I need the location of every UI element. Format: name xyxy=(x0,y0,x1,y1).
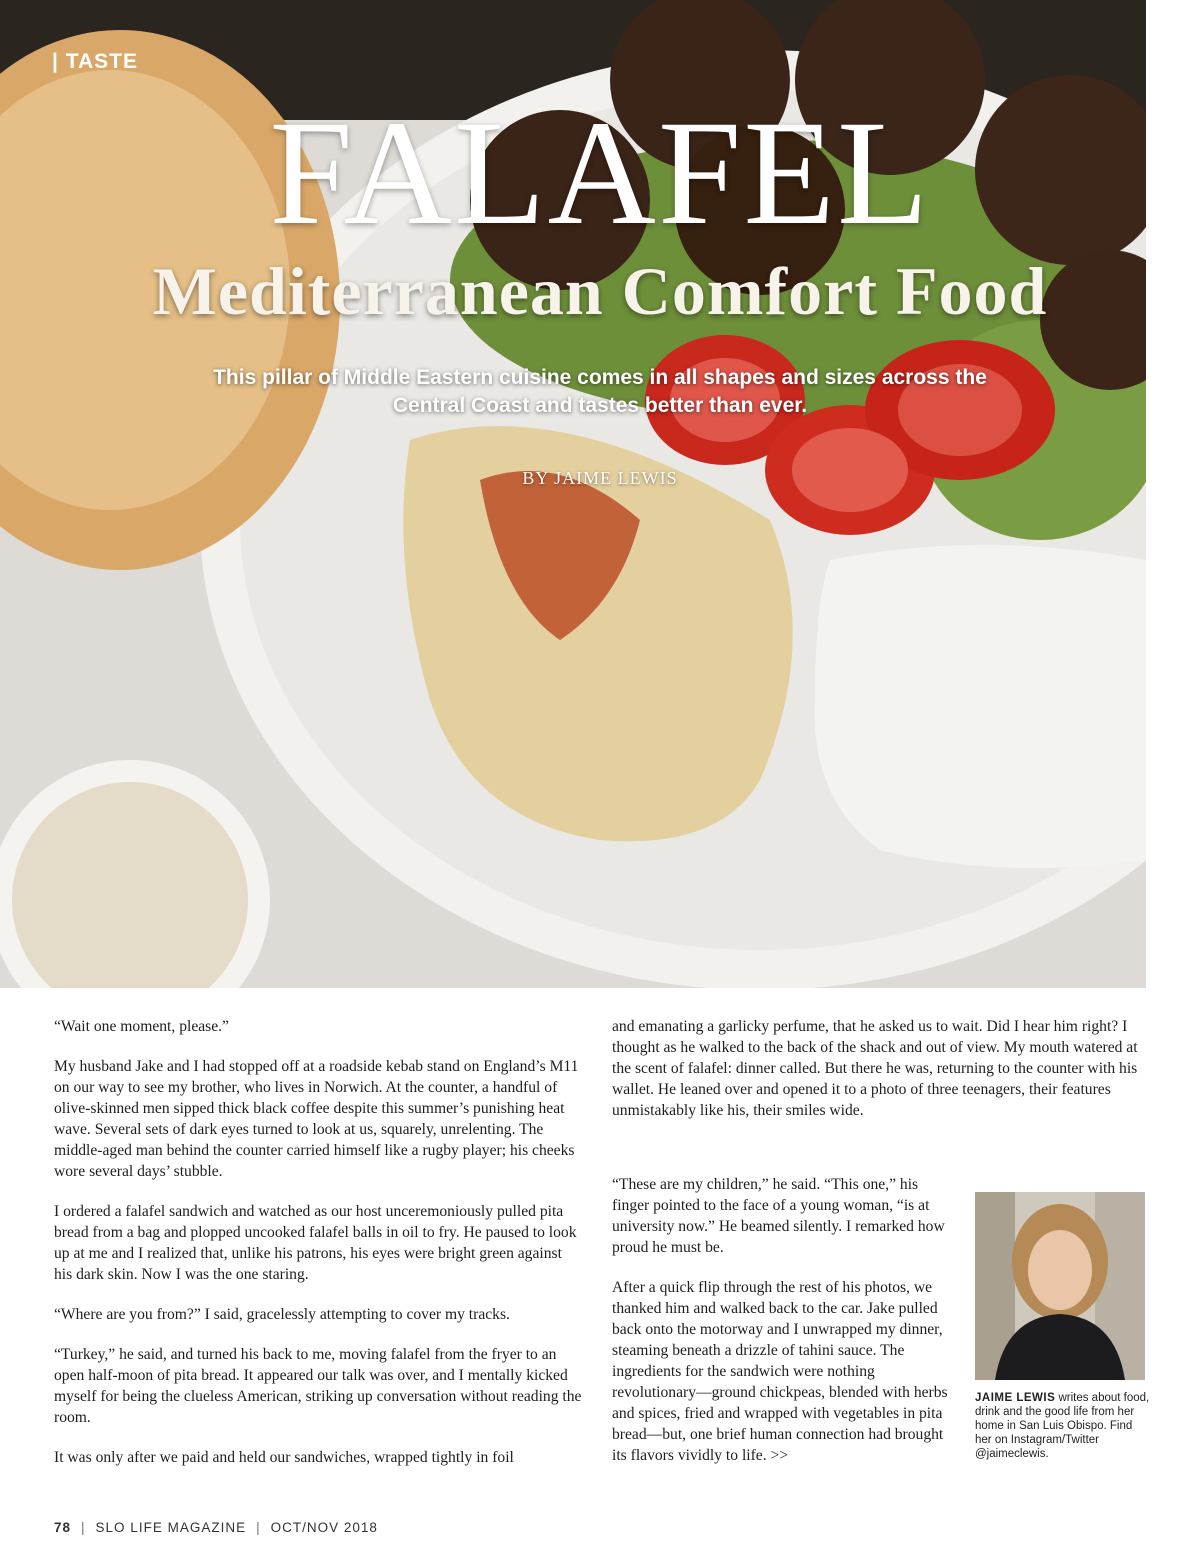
paragraph: “Wait one moment, please.” xyxy=(54,1018,229,1035)
issue-date: OCT/NOV 2018 xyxy=(270,1520,378,1535)
subheadline: Mediterranean Comfort Food xyxy=(152,253,1048,329)
author-bio xyxy=(975,1391,1151,1461)
author-portrait-image xyxy=(975,1192,1145,1380)
footer-divider: | xyxy=(81,1520,86,1535)
byline: BY JAIME LEWIS xyxy=(522,468,678,488)
footer-divider: | xyxy=(256,1520,261,1535)
body-column-right-bottom xyxy=(612,1174,950,1485)
paragraph: After a quick flip through the rest of his photos, we thanked him and walked back to the car. Jake pulled back onto the motorway and I unwrapped my dinner, steaming beneath a drizzle of tahini sauce. The ingredients for the sandwich were nothing revolutionary—ground chickpeas, blended with herbs and spices, fried and wrapped with vegetables in pita bread—but, one brief human connection had brought its flavors vividly to life. >> xyxy=(612,1279,948,1464)
body-column-left xyxy=(54,1016,584,1487)
paragraph: I ordered a falafel sandwich and watched as our host unceremoniously pulled pita bread from a bag and plopped uncooked falafel balls in oil to fry. He paused to look up at me and I realized that, unlike his patrons, his eyes were bright green against his dark skin. Now I was the one staring. xyxy=(54,1203,577,1283)
page-footer xyxy=(54,1520,378,1535)
magazine-name: SLO LIFE MAGAZINE xyxy=(95,1520,247,1535)
author-bio-text: writes about food, drink and the good life from her home in San Luis Obispo. Find her on Instagram/Twitter @jaimeclewis. xyxy=(975,1392,1150,1460)
author-name: JAIME LEWIS xyxy=(975,1392,1056,1404)
paragraph: My husband Jake and I had stopped off at a roadside kebab stand on England’s M11 on our way to see my brother, who lives in Norwich. At the counter, a handful of olive-skinned men sipped thick black coffee despite this summer’s punishing heat wave. Several sets of dark eyes turned to look at us, squarely, unrelenting. The middle-aged man behind the counter carried himself like a rugby player; his cheeks wore several days’ stubble. xyxy=(54,1058,579,1180)
section-label: | TASTE xyxy=(52,50,138,73)
author-photo xyxy=(975,1192,1145,1380)
body-column-right-top xyxy=(612,1016,1142,1140)
headline: FALAFEL xyxy=(269,90,931,256)
page-number: 78 xyxy=(54,1520,72,1535)
paragraph: It was only after we paid and held our sandwiches, wrapped tightly in foil xyxy=(54,1449,514,1466)
paragraph: “Turkey,” he said, and turned his back to me, moving falafel from the fryer to an open half-moon of pita bread. It appeared our talk was over, and I mentally kicked myself for being the clueless American, striking up conversation without reading the room. xyxy=(54,1346,582,1426)
dek: This pillar of Middle Eastern cuisine comes in all shapes and sizes across the Central Coast and tastes better than ever. xyxy=(213,366,987,417)
paragraph: “These are my children,” he said. “This one,” his finger pointed to the face of a young woman, “is at university now.” He beamed silently. I remarked how proud he must be. xyxy=(612,1176,945,1256)
paragraph: and emanating a garlicky perfume, that he asked us to wait. Did I hear him right? I thought as he walked to the back of the shack and out of view. My mouth watered at the scent of falafel: dinner called. But there he was, returning to the counter with his wallet. He leaned over and opened it to a photo of three teenagers, their features unmistakably like his, their smiles wide. xyxy=(612,1018,1138,1119)
paragraph: “Where are you from?” I said, gracelessly attempting to cover my tracks. xyxy=(54,1306,510,1323)
